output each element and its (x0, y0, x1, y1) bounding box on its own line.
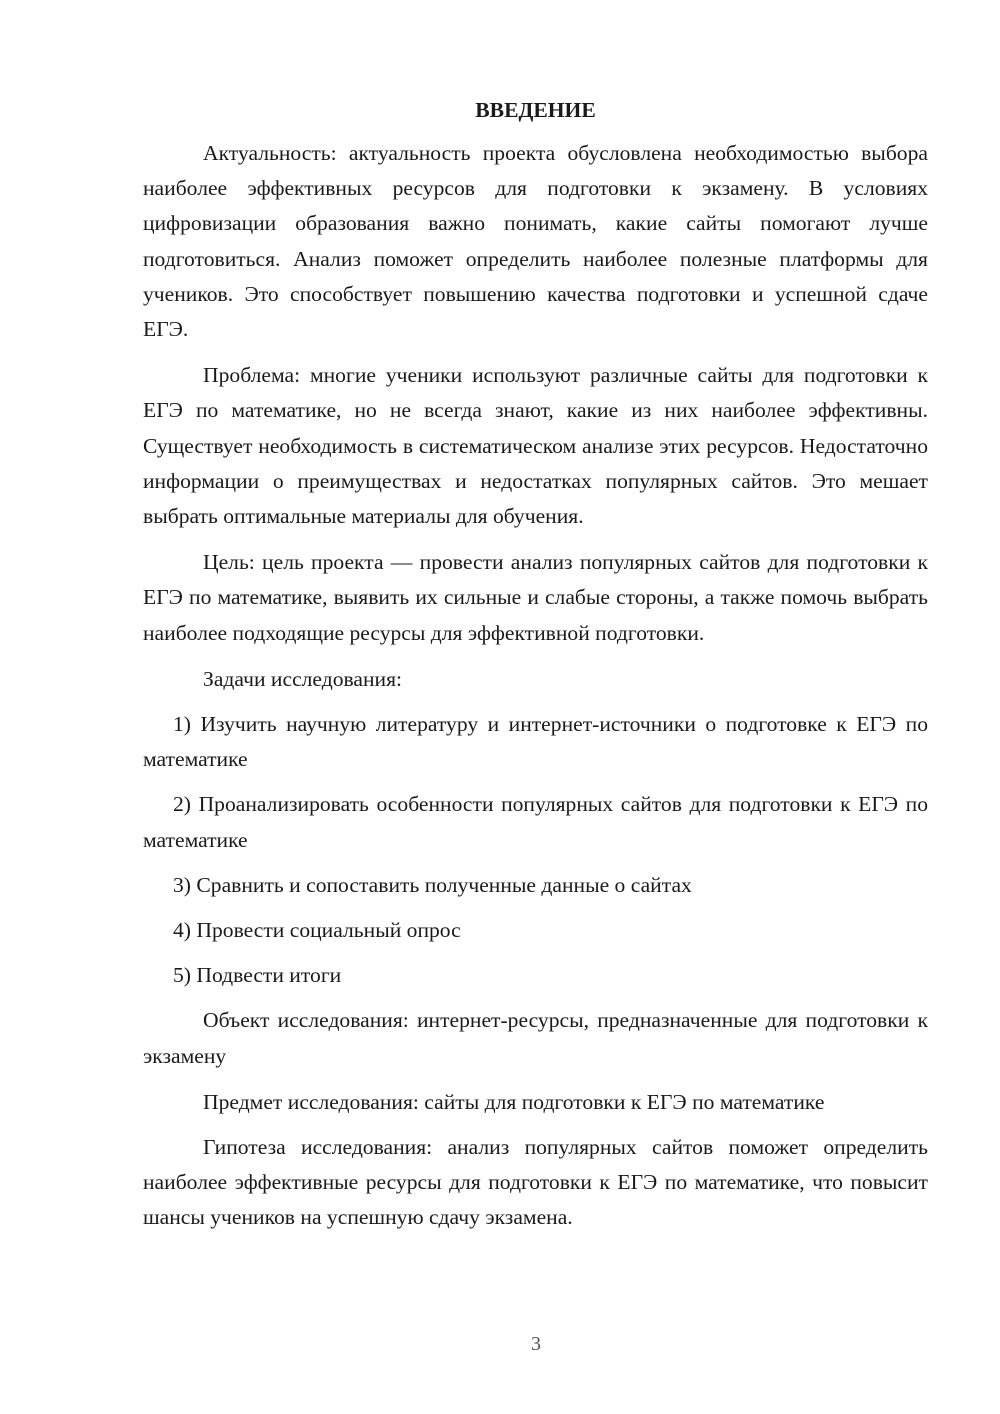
document-page (143, 93, 928, 1247)
tasks-heading: Задачи исследования: (203, 666, 403, 691)
goal-paragraph: Цель: цель проекта — провести анализ популярных сайтов для подготовки к ЕГЭ по математике, выявить их сильные и слабые стороны, а также помочь выбрать наиболее подходящие ресурсы для эффективной подготовки. (143, 550, 928, 645)
problem-paragraph: Проблема: многие ученики используют различные сайты для подготовки к ЕГЭ по математике, но не всегда знают, какие из них наиболее эффективны. Существует необходимость в систематическом анализе этих ресурсов. Недостаточно информации о преимуществах и недостатках популярных сайтов. Это мешает выбрать оптимальные материалы для обучения. (143, 363, 928, 529)
hypothesis-paragraph: Гипотеза исследования: анализ популярных сайтов поможет определить наиболее эффективные ресурсы для подготовки к ЕГЭ по математике, что повысит шансы учеников на успешную сдачу экзамена. (143, 1135, 928, 1230)
task-item-4: 4) Провести социальный опрос (173, 918, 461, 943)
task-item-2: 2) Проанализировать особенности популярных сайтов для подготовки к ЕГЭ по математике (143, 792, 928, 852)
task-item-5: 5) Подвести итоги (173, 963, 342, 988)
task-item-3: 3) Сравнить и сопоставить полученные данные о сайтах (173, 872, 692, 897)
research-object-paragraph: Объект исследования: интернет-ресурсы, предназначенные для подготовки к экзамену (143, 1008, 928, 1068)
page-number: 3 (531, 1333, 541, 1355)
section-title: ВВЕДЕНИЕ (475, 98, 596, 122)
research-subject-paragraph: Предмет исследования: сайты для подготовки к ЕГЭ по математике (203, 1089, 825, 1114)
task-item-1: 1) Изучить научную литературу и интернет-источники о подготовке к ЕГЭ по математике (143, 712, 928, 772)
relevance-paragraph: Актуальность: актуальность проекта обусловлена необходимостью выбора наиболее эффективных ресурсов для подготовки к экзамену. В условиях цифровизации образования важно понимать, какие сайты помогают лучше подготовиться. Анализ поможет определить наиболее полезные платформы для учеников. Это способствует повышению качества подготовки и успешной сдаче ЕГЭ. (143, 141, 928, 342)
